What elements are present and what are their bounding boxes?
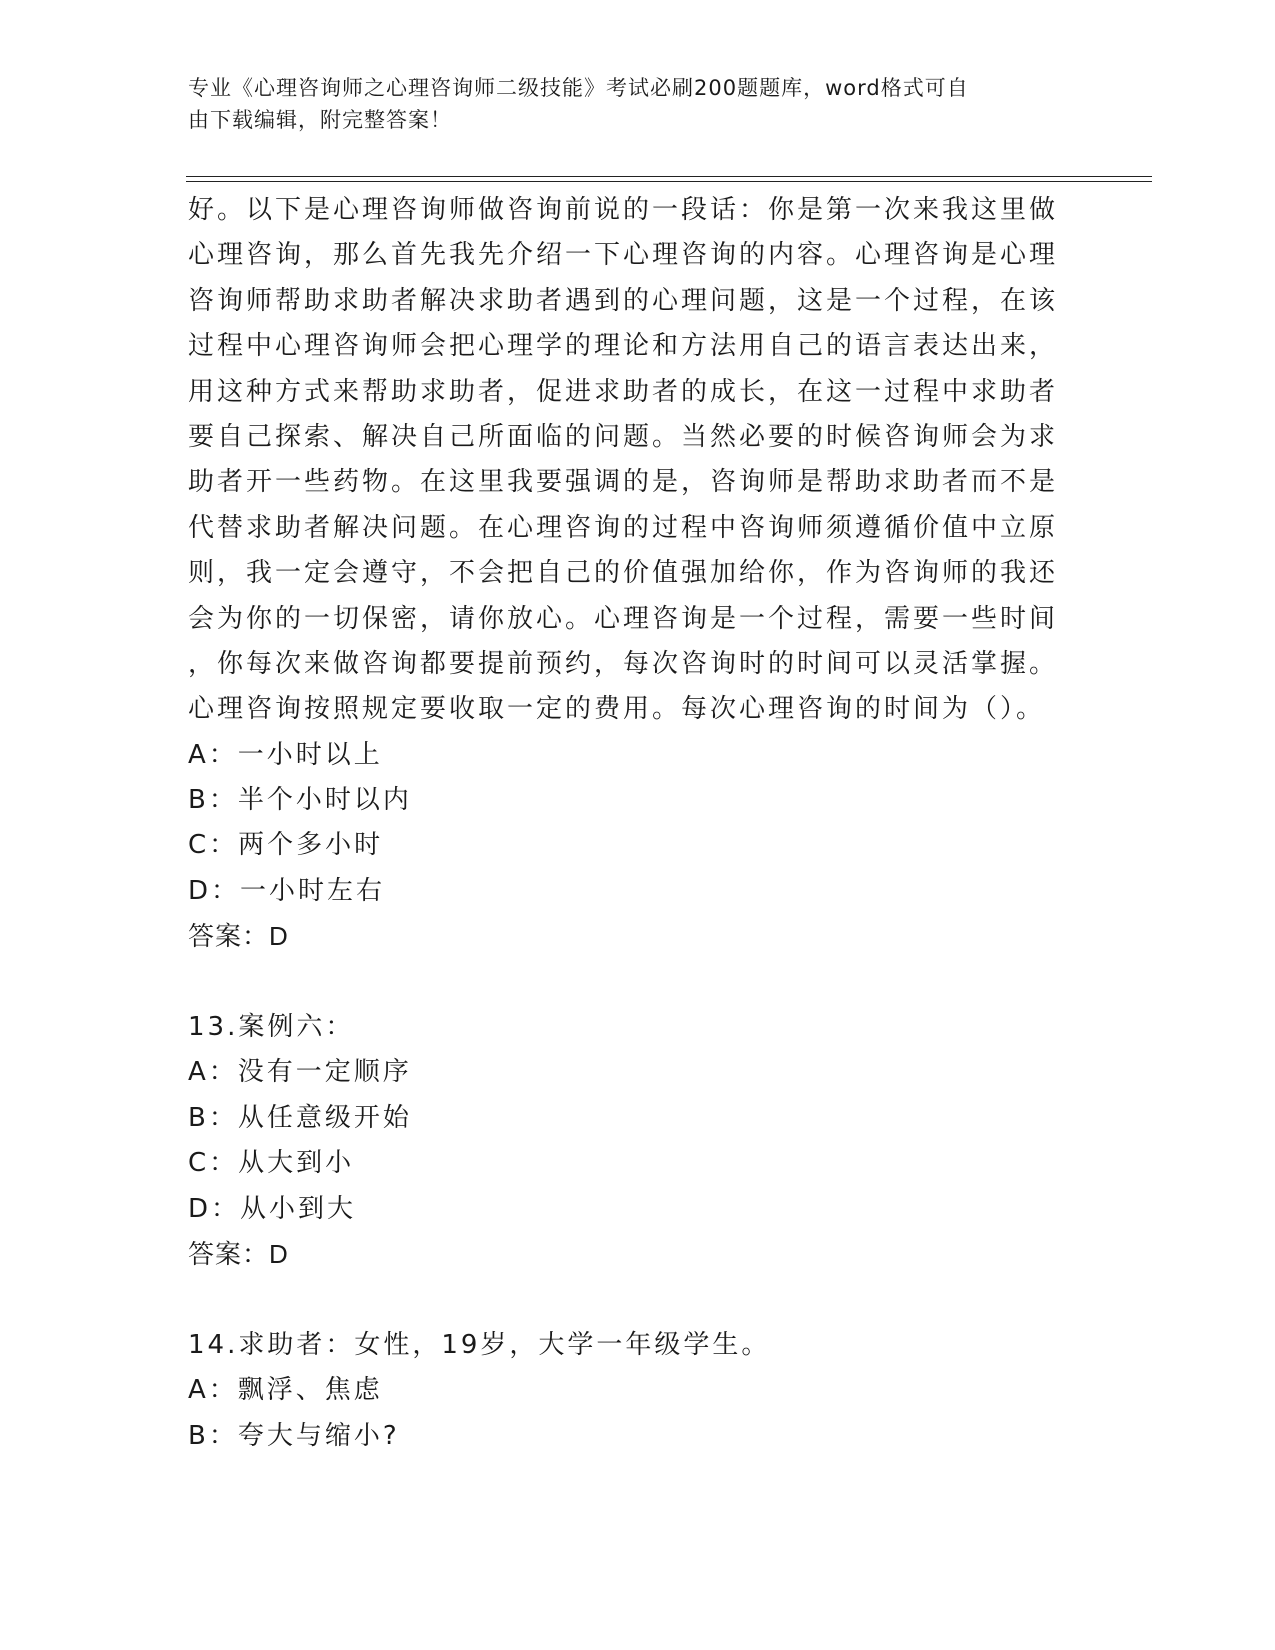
passage-line: 好。以下是心理咨询师做咨询前说的一段话：你是第一次来我这里做 <box>188 195 1059 225</box>
option-b: B：半个小时以内 <box>188 785 412 816</box>
document-body <box>188 188 1068 1459</box>
option-c: C：两个多小时 <box>188 830 384 861</box>
spacer <box>188 960 1068 1005</box>
passage-line: 代替求助者解决问题。在心理咨询的过程中咨询师须遵循价值中立原 <box>188 512 1059 543</box>
question-12 <box>188 188 1068 960</box>
option-c: C：从大到小 <box>188 1148 355 1179</box>
header-divider <box>186 176 1152 182</box>
header-line-2: 由下载编辑，附完整答案！ <box>188 108 452 132</box>
option-b: B：从任意级开始 <box>188 1102 412 1133</box>
header-line-1: 专业《心理咨询师之心理咨询师二级技能》考试必刷200题题库，word格式可自 <box>188 76 969 100</box>
passage-line: 心理咨询按照规定要收取一定的费用。每次心理咨询的时间为（）。 <box>188 694 1046 725</box>
passage-line: 会为你的一切保密，请你放心。心理咨询是一个过程，需要一些时间 <box>188 603 1059 634</box>
passage-line: ，你每次来做咨询都要提前预约，每次咨询时的时间可以灵活掌握。 <box>188 648 1059 679</box>
passage-line: 要自己探索、解决自己所面临的问题。当然必要的时候咨询师会为求 <box>188 421 1059 452</box>
passage-line: 过程中心理咨询师会把心理学的理论和方法用自己的语言表达出来， <box>188 331 1059 362</box>
question-14 <box>188 1323 1068 1459</box>
question-stem: 13.案例六： <box>188 1012 355 1043</box>
option-a: A：一小时以上 <box>188 739 383 770</box>
document-header <box>188 72 1068 136</box>
passage-line: 助者开一些药物。在这里我要强调的是，咨询师是帮助求助者而不是 <box>188 467 1059 498</box>
option-b: B：夸大与缩小? <box>188 1420 400 1451</box>
option-a: A：飘浮、焦虑 <box>188 1375 383 1406</box>
spacer <box>188 1277 1068 1322</box>
question-stem: 14.求助者：女性，19岁，大学一年级学生。 <box>188 1329 771 1360</box>
option-d: D：一小时左右 <box>188 875 386 906</box>
option-a: A：没有一定顺序 <box>188 1057 412 1088</box>
passage-line: 心理咨询，那么首先我先介绍一下心理咨询的内容。心理咨询是心理 <box>188 240 1059 271</box>
answer-key: 答案：D <box>188 1238 289 1269</box>
question-13 <box>188 1005 1068 1277</box>
passage-line: 咨询师帮助求助者解决求助者遇到的心理问题，这是一个过程，在该 <box>188 285 1059 316</box>
passage-line: 则，我一定会遵守，不会把自己的价值强加给你，作为咨询师的我还 <box>188 558 1059 589</box>
option-d: D：从小到大 <box>188 1193 357 1224</box>
passage-line: 用这种方式来帮助求助者，促进求助者的成长，在这一过程中求助者 <box>188 376 1059 407</box>
answer-key: 答案：D <box>188 921 289 952</box>
